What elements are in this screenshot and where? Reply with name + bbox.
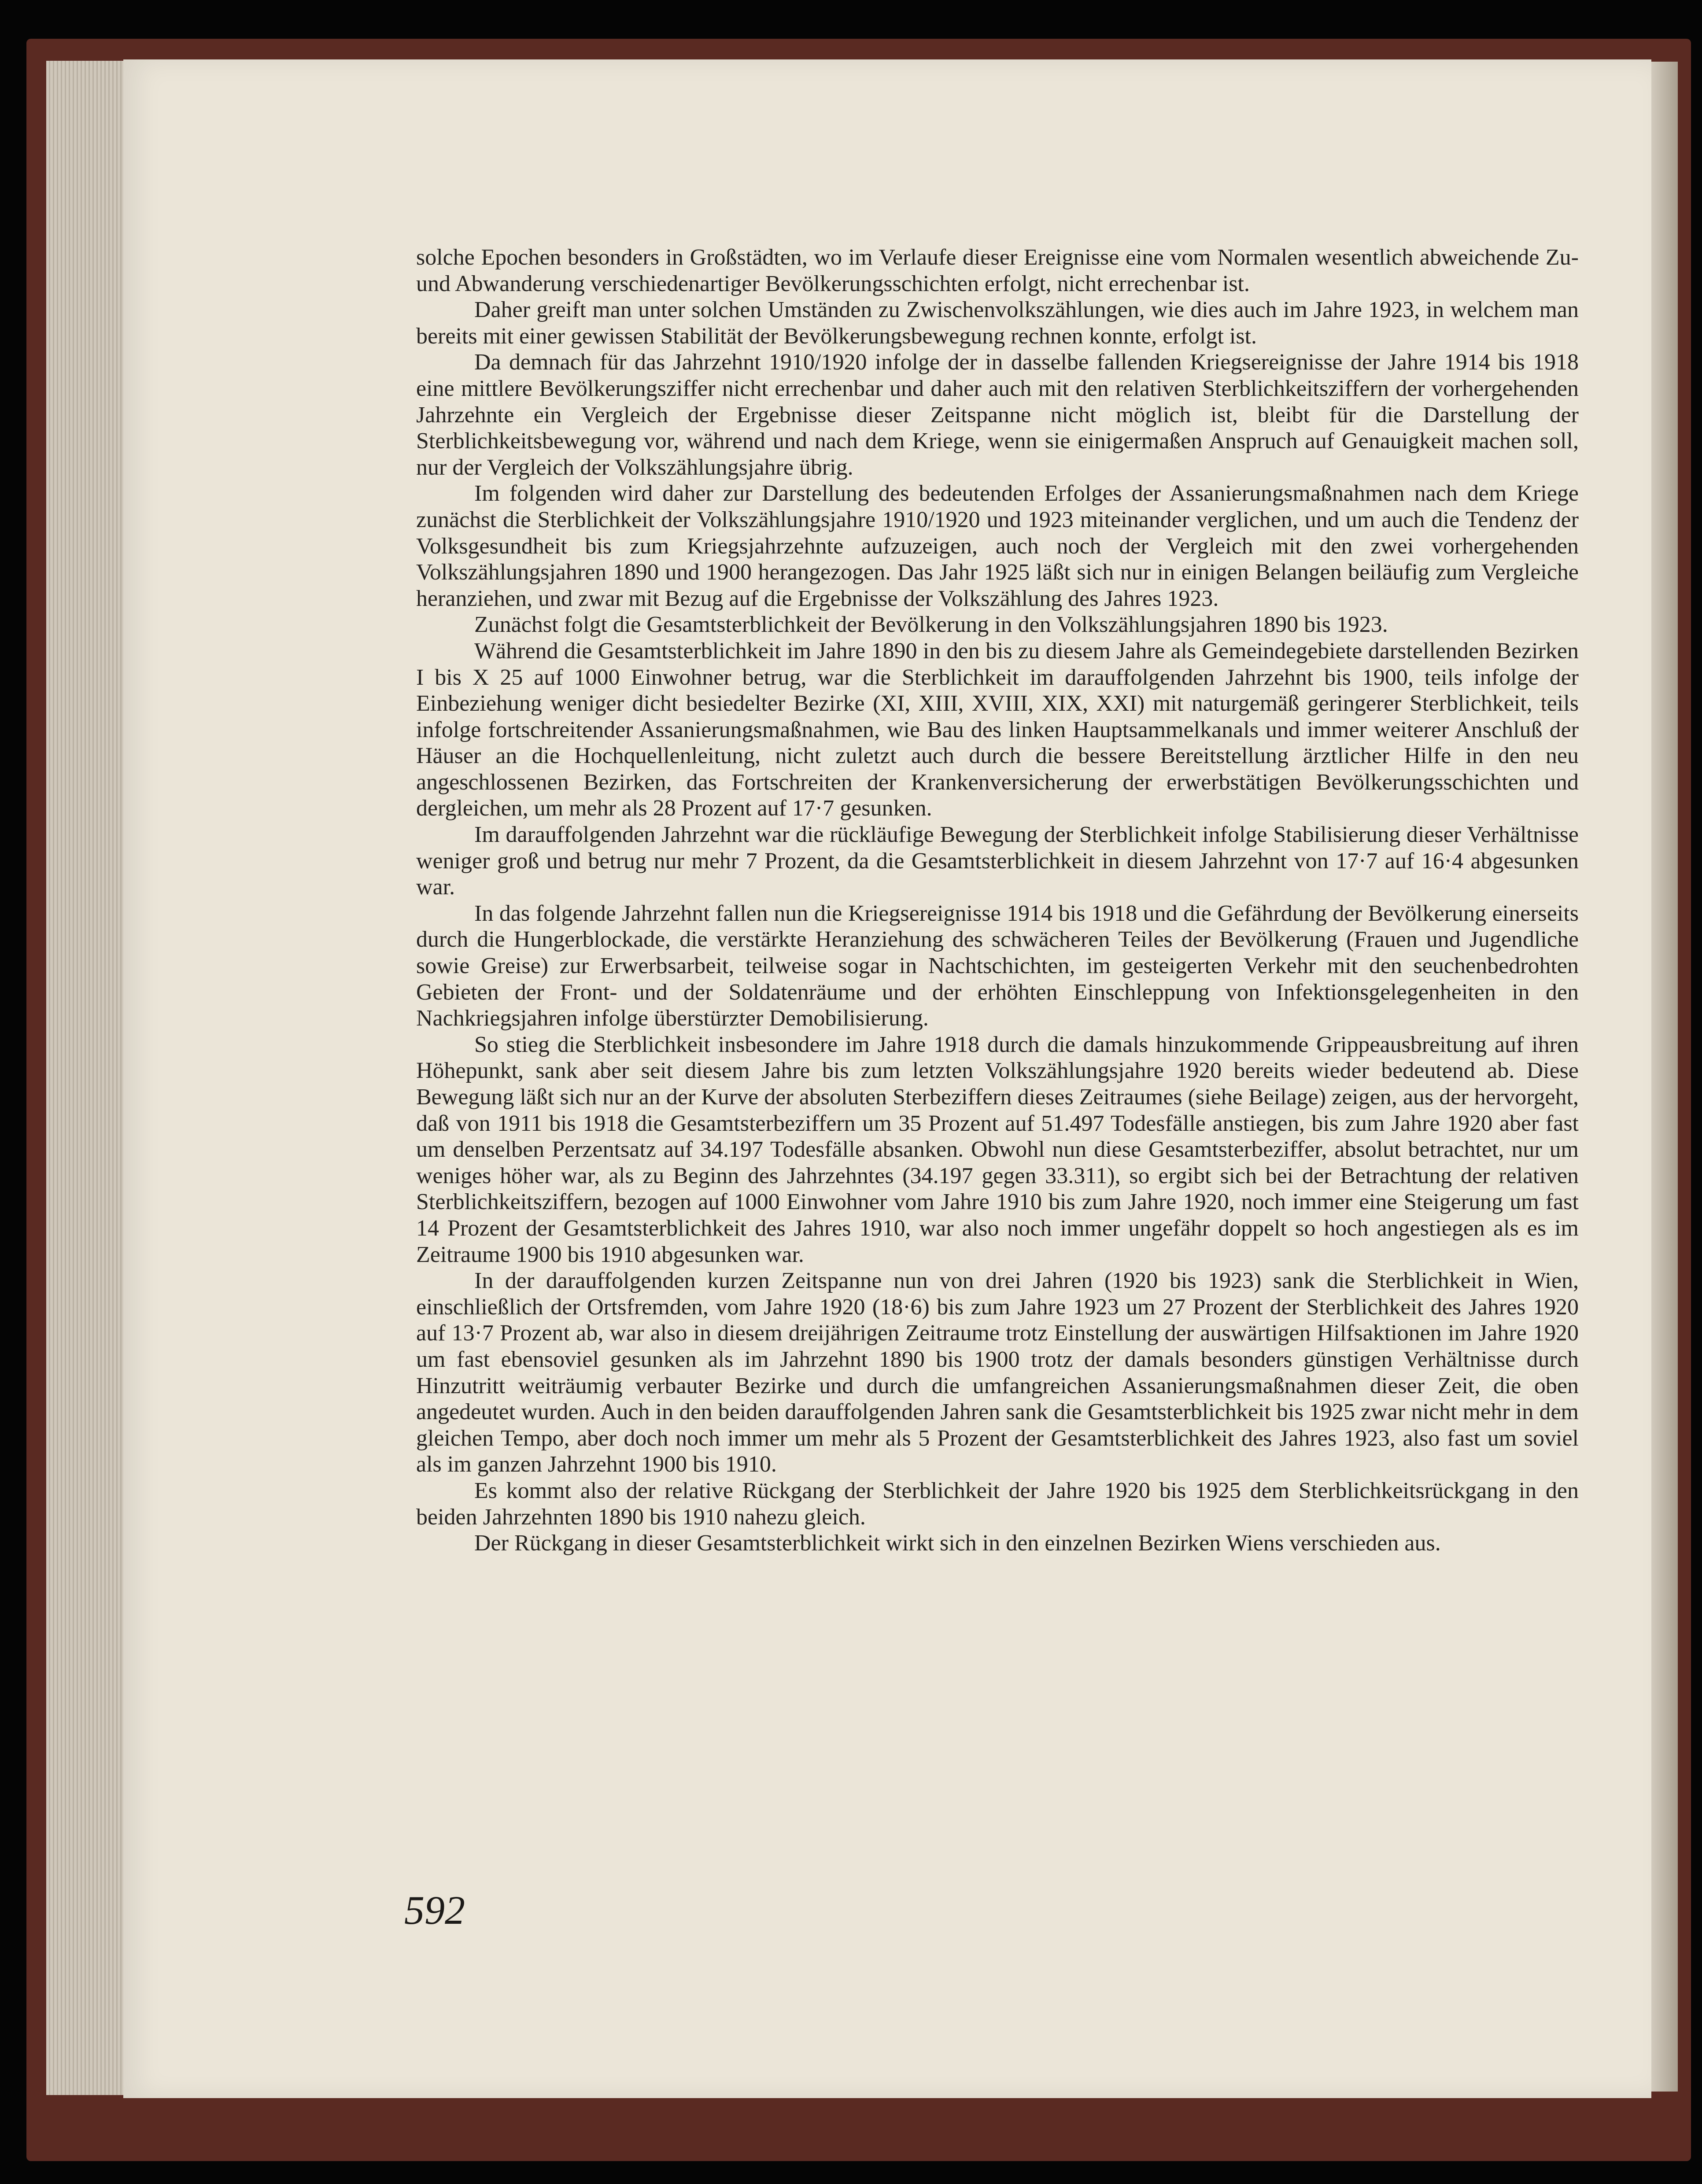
page-edge-right (1647, 62, 1678, 2092)
paragraph: Der Rückgang in dieser Gesamtsterblichkeit wirkt sich in den einzelnen Bezirken Wiens verschieden aus. (474, 1531, 1441, 1556)
paragraph: Daher greift man unter solchen Umständen zu Zwischenvolkszählungen, wie dies auch im Jahre 1923, in welchem man bereits mit einer gewissen Stabilität der Bevölkerungsbewegung rechnen konnte, erfolgt ist. (416, 297, 1579, 349)
paragraph: Im folgenden wird daher zur Darstellung des bedeutenden Erfolges der Assanierungsmaßnahmen nach dem Kriege zunächst die Sterblichkeit der Volkszählungsjahre 1910/1920 und 1923 miteinander verglichen, und um auch die Tendenz der Volksgesundheit bis zum Kriegsjahrzehnte aufzuzeigen, auch noch der Vergleich mit den zwei vorhergehenden Volkszählungsjahren 1890 und 1900 herangezogen. Das Jahr 1925 läßt sich nur in einigen Belangen beiläufig zum Vergleiche heranziehen, und zwar mit Bezug auf die Ergebnisse der Volkszählung des Jahres 1923. (416, 481, 1579, 611)
page-number: 592 (404, 1888, 465, 1933)
paragraph: In der darauffolgenden kurzen Zeitspanne nun von drei Jahren (1920 bis 1923) sank die Sterblichkeit in Wien, einschließlich der Ortsfremden, vom Jahre 1920 (18·6) bis zum Jahre 1923 um 27 Prozent der Sterblichkeit des Jahres 1920 auf 13·7 Prozent ab, war also in diesem dreijährigen Zeitraume trotz Einstellung der auswärtigen Hilfsaktionen im Jahre 1920 um fast ebensoviel gesunken als im Jahrzehnt 1890 bis 1900 trotz der damals besonders günstigen Verhältnisse durch Hinzutritt weiträumig verbauter Bezirke und durch die umfangreichen Assanierungsmaßnahmen dieser Zeit, die oben angedeutet wurden. Auch in den beiden darauffolgenden Jahren sank die Gesamtsterblichkeit bis 1925 zwar nicht mehr in dem gleichen Tempo, aber doch noch immer um mehr als 5 Prozent der Gesamtsterblichkeit des Jahres 1923, also fast um soviel als im ganzen Jahrzehnt 1900 bis 1910. (416, 1268, 1579, 1477)
paragraph: In das folgende Jahrzehnt fallen nun die Kriegsereignisse 1914 bis 1918 und die Gefährdung der Bevölkerung einerseits durch die Hungerblockade, die verstärkte Heranziehung des schwächeren Teiles der Bevölkerung (Frauen und Jugendliche sowie Greise) zur Erwerbsarbeit, teilweise sogar in Nachtschichten, im gesteigerten Verkehr mit den seuchenbedrohten Gebieten der Front- und der Soldatenräume und der erhöhten Einschleppung von Infektionsgelegenheiten in den Nachkriegsjahren infolge überstürzter Demobilisierung. (416, 900, 1579, 1031)
paragraph: Während die Gesamtsterblichkeit im Jahre 1890 in den bis zu diesem Jahre als Gemeindegebiete darstellenden Bezirken I bis X 25 auf 1000 Einwohner betrug, war die Sterblichkeit im darauffolgenden Jahrzehnt bis 1900, teils infolge der Einbeziehung weniger dicht besiedelter Bezirke (XI, XIII, XVIII, XIX, XXI) mit naturgemäß geringerer Sterblichkeit, teils infolge fortschreitender Assanierungsmaßnahmen, wie Bau des linken Hauptsammelkanals und immer weiterer Anschluß der Häuser an die Hochquellenleitung, nicht zuletzt auch durch die bessere Bereitstellung ärztlicher Hilfe in den neu angeschlossenen Bezirken, das Fortschreiten der Krankenversicherung der erwerbstätigen Bevölkerungsschichten und dergleichen, um mehr als 28 Prozent auf 17·7 gesunken. (416, 638, 1579, 821)
paragraph: solche Epochen besonders in Großstädten, wo im Verlaufe dieser Ereignisse eine vom Normalen wesentlich abweichende Zu- und Abwanderung verschiedenartiger Bevölkerungsschichten erfolgt, nicht errechenbar ist. (416, 245, 1579, 296)
paragraph: So stieg die Sterblichkeit insbesondere im Jahre 1918 durch die damals hinzukommende Grippeausbreitung auf ihren Höhepunkt, sank aber seit diesem Jahre bis zum letzten Volkszählungsjahre 1920 bereits wieder bedeutend ab. Diese Bewegung läßt sich nur an der Kurve der absoluten Sterbeziffern dieses Zeitraumes (siehe Beilage) zeigen, aus der hervorgeht, daß von 1911 bis 1918 die Gesamtsterbeziffern um 35 Prozent auf 51.497 Todesfälle anstiegen, bis zum Jahre 1920 aber fast um denselben Perzentsatz auf 34.197 Todesfälle absanken. Obwohl nun diese Gesamtsterbeziffer, absolut betrachtet, nur um weniges höher war, als zu Beginn des Jahrzehntes (34.197 gegen 33.311), so ergibt sich bei der Betrachtung der relativen Sterblichkeitsziffern, bezogen auf 1000 Einwohner vom Jahre 1910 bis zum Jahre 1920, noch immer eine Steigerung um fast 14 Prozent der Gesamtsterblichkeit des Jahres 1910, war also noch immer ungefähr doppelt so hoch angestiegen als es im Zeitraume 1900 bis 1910 abgesunken war. (416, 1032, 1579, 1267)
paragraph: Da demnach für das Jahrzehnt 1910/1920 infolge der in dasselbe fallenden Kriegsereignisse der Jahre 1914 bis 1918 eine mittlere Bevölkerungsziffer nicht errechenbar und daher auch mit den relativen Sterblichkeitsziffern der vorhergehenden Jahrzehnte ein Vergleich der Ergebnisse dieser Zeitspanne nicht möglich ist, bleibt für die Darstellung der Sterblichkeitsbewegung vor, während und nach dem Kriege, wenn sie einigermaßen Anspruch auf Genauigkeit machen soll, nur der Vergleich der Volkszählungsjahre übrig. (416, 350, 1579, 480)
paragraph: Es kommt also der relative Rückgang der Sterblichkeit der Jahre 1920 bis 1925 dem Sterblichkeitsrückgang in den beiden Jahrzehnten 1890 bis 1910 nahezu gleich. (416, 1478, 1579, 1530)
paragraph: Zunächst folgt die Gesamtsterblichkeit der Bevölkerung in den Volkszählungsjahren 1890 bis 1923. (474, 612, 1388, 638)
paragraph: Im darauffolgenden Jahrzehnt war die rückläufige Bewegung der Sterblichkeit infolge Stabilisierung dieser Verhältnisse weniger groß und betrug nur mehr 7 Prozent, da die Gesamtsterblichkeit in diesem Jahrzehnt von 17·7 auf 16·4 abgesunken war. (416, 822, 1579, 900)
body-text (416, 244, 1579, 1557)
page-stack-edge (46, 61, 134, 2095)
